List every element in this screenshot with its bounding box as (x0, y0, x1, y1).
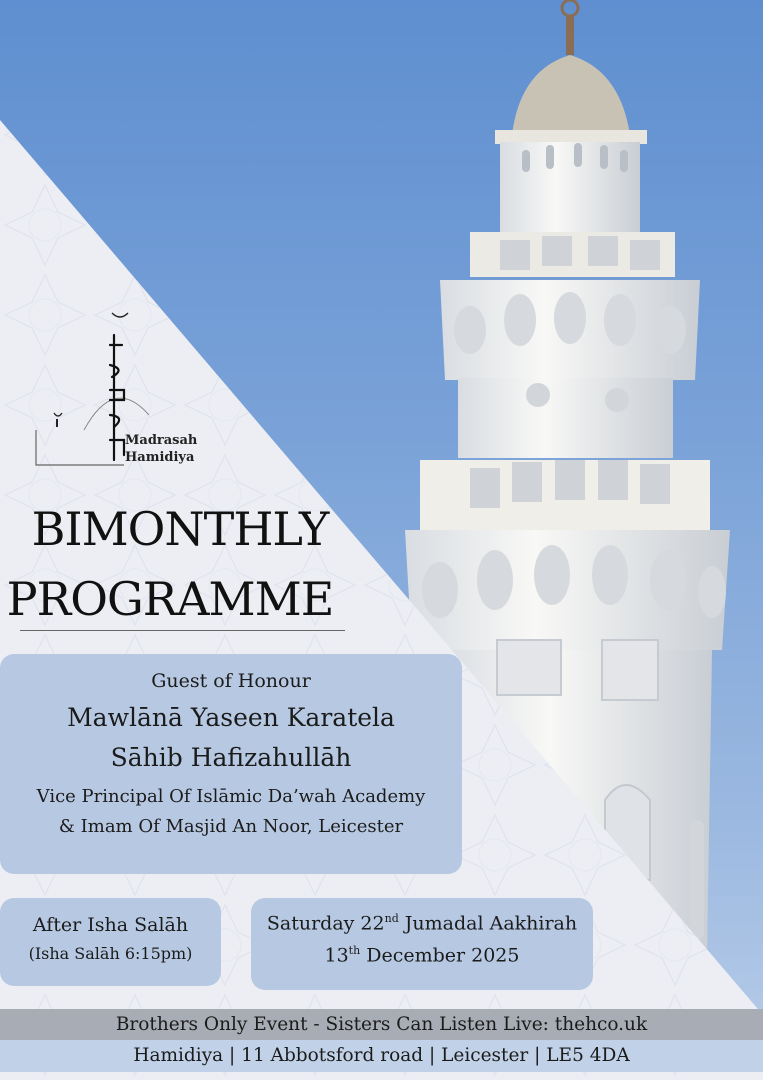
guest-role-line-1: Vice Principal Of Islāmic Da’wah Academy (36, 786, 426, 807)
guest-name-line-1: Mawlānā Yaseen Karatela (67, 703, 395, 732)
date-line-2: 13th December 2025 (324, 944, 520, 967)
guest-of-honour-box (0, 654, 462, 874)
event-notice-bar: Brothers Only Event - Sisters Can Listen Live: thehco.uk (0, 1009, 763, 1040)
logo-line-2: Hamidiya (125, 450, 195, 465)
title-divider (20, 630, 345, 631)
time-box (0, 898, 221, 986)
date-line-1: Saturday 22nd Jumadal Aakhirah (266, 912, 578, 935)
logo-wordmark (125, 432, 197, 466)
time-line-2: (Isha Salāh 6:15pm) (28, 944, 193, 963)
date-box (251, 898, 593, 990)
guest-role-line-2: & Imam Of Masjid An Noor, Leicester (58, 816, 404, 837)
title-line-2: PROGRAMME (6, 572, 334, 626)
time-line-1: After Isha Salāh (32, 914, 189, 936)
guest-name-line-2: Sāhib Hafizahullāh (110, 743, 352, 772)
address-bar: Hamidiya | 11 Abbotsford road | Leicester | LE5 4DA (0, 1040, 763, 1072)
guest-heading: Guest of Honour (151, 670, 311, 692)
title-line-1: BIMONTHLY (31, 502, 329, 556)
logo-line-1: Madrasah (125, 433, 198, 448)
